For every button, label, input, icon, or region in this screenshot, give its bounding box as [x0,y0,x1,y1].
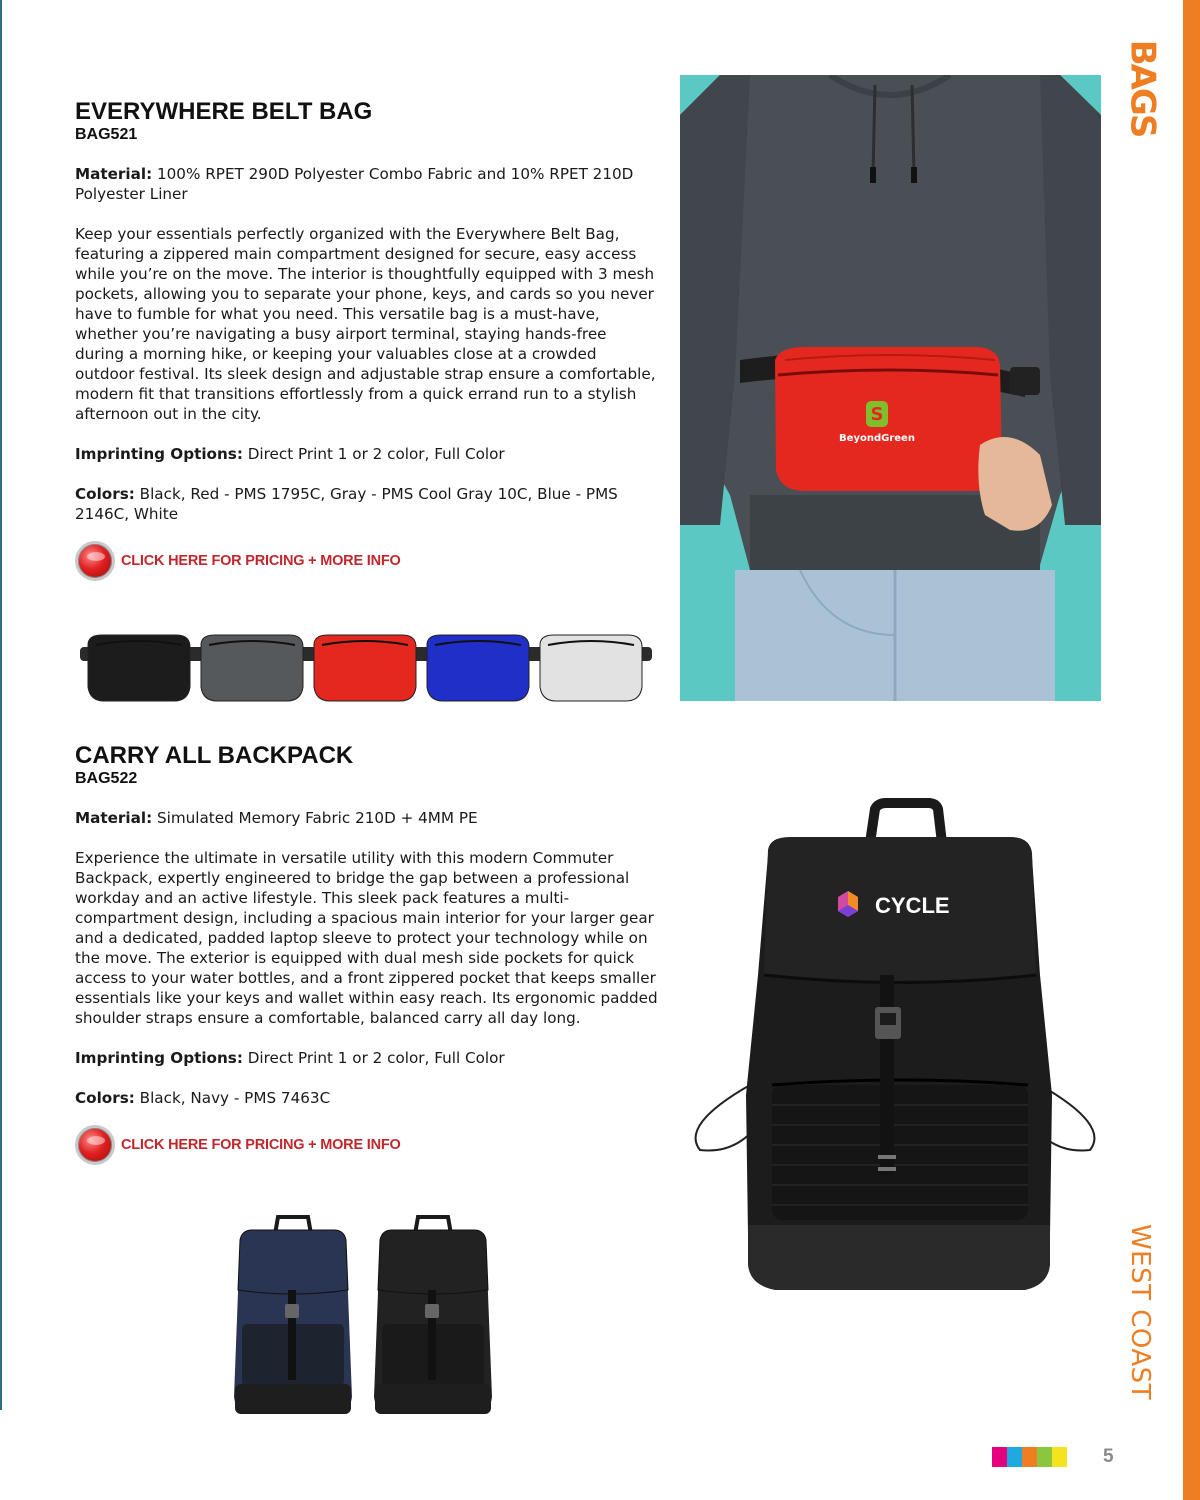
belt-bag-hero-photo [680,75,1101,701]
pricing-link-text[interactable]: CLICK HERE FOR PRICING + MORE INFO [121,553,401,569]
colors-label: Colors: [75,485,135,503]
footer-color-swatches [992,1447,1067,1467]
product-material [75,808,660,828]
colors-label: Colors: [75,1089,135,1107]
belt-bag-variant [80,635,200,701]
svg-text:S: S [870,404,884,425]
product-everywhere-belt-bag [75,98,660,582]
imprint-label: Imprinting Options: [75,1049,243,1067]
imprint-value: Direct Print 1 or 2 color, Full Color [247,1049,505,1067]
product-description: Keep your essentials perfectly organized with the Everywhere Belt Bag, featuring a zippered main compartment designed for secure, easy access while you’re on the move. The interior is thoughtfully equipped with 3 mesh pockets, allowing you to separate your phone, keys, and cards so you never have to fumble for what you need. This versatile bag is a must-have, whether you’re navigating a busy airport terminal, staying hands-free during a morning hike, or keeping your valuables close at a crowded outdoor festival. Its sleek design and adjustable strap ensure a comfortable, modern fit that transitions effortlessly from a quick errand run to a stylish afternoon out in the city. [75,225,656,423]
pricing-button-icon[interactable] [75,1125,115,1165]
product-sku: BAG522 [75,770,138,787]
product-sku: BAG521 [75,126,138,143]
pricing-link[interactable] [75,540,660,582]
product-imprinting [75,1048,660,1068]
imprint-label: Imprinting Options: [75,445,243,463]
colors-value: Black, Red - PMS 1795C, Gray - PMS Cool Gray 10C, Blue - PMS 2146C, White [75,485,618,523]
backpack-hero-photo [680,795,1110,1305]
region-text: WEST COAST [1125,1223,1155,1401]
color-swatch [1037,1447,1052,1467]
product-colors [75,1088,660,1108]
product-carry-all-backpack [75,742,660,1166]
material-value: 100% RPET 290D Polyester Combo Fabric and 10% RPET 210D Polyester Liner [75,165,634,203]
color-swatch [1022,1447,1037,1467]
page-number: 5 [1103,1446,1114,1467]
product-title: EVERYWHERE BELT BAG [75,98,373,125]
pricing-button-icon[interactable] [75,541,115,581]
section-color-bar [1183,0,1200,1500]
material-label: Material: [75,165,153,183]
colors-value: Black, Navy - PMS 7463C [139,1089,331,1107]
left-edge-rule [0,0,2,1410]
backpack-variant [374,1217,492,1414]
region-label [1120,1212,1160,1412]
product-description: Experience the ultimate in versatile utility with this modern Commuter Backpack, expertly engineered to bridge the gap between a professional workday and an active lifestyle. This sleek pack features a multi-compartment design, including a spacious main interior for your larger gear and a dedicated, padded laptop sleeve to protect your technology while on the move. The exterior is equipped with dual mesh side pockets for quick access to your water bottles, and a front zippered pocket that keeps smaller essentials like your keys and wallet within easy reach. Its ergonomic padded shoulder straps ensure a comfortable, balanced carry all day long. [75,849,658,1027]
belt-bag-variant [306,635,426,701]
material-value: Simulated Memory Fabric 210D + 4MM PE [156,809,478,827]
belt-bag-variant [532,635,652,701]
backpack-variant [234,1217,352,1414]
belt-bag-color-variants [78,625,658,710]
belt-bag-variant [419,635,539,701]
product-material [75,164,660,204]
category-label [1120,39,1164,137]
imprint-value: Direct Print 1 or 2 color, Full Color [247,445,505,463]
pricing-link-text[interactable]: CLICK HERE FOR PRICING + MORE INFO [121,1137,401,1153]
product-imprinting [75,444,660,464]
color-swatch [992,1447,1007,1467]
backpack-color-variants [205,1212,525,1427]
cycle-logo-text: CYCLE [875,893,950,918]
material-label: Material: [75,809,153,827]
belt-bag-variant [193,635,313,701]
category-text: BAGS [1122,39,1162,137]
beyondgreen-logo-text: BeyondGreen [839,433,915,444]
color-swatch [1007,1447,1022,1467]
product-title: CARRY ALL BACKPACK [75,742,354,769]
color-swatch [1052,1447,1067,1467]
product-colors [75,484,660,524]
pricing-link[interactable] [75,1124,660,1166]
